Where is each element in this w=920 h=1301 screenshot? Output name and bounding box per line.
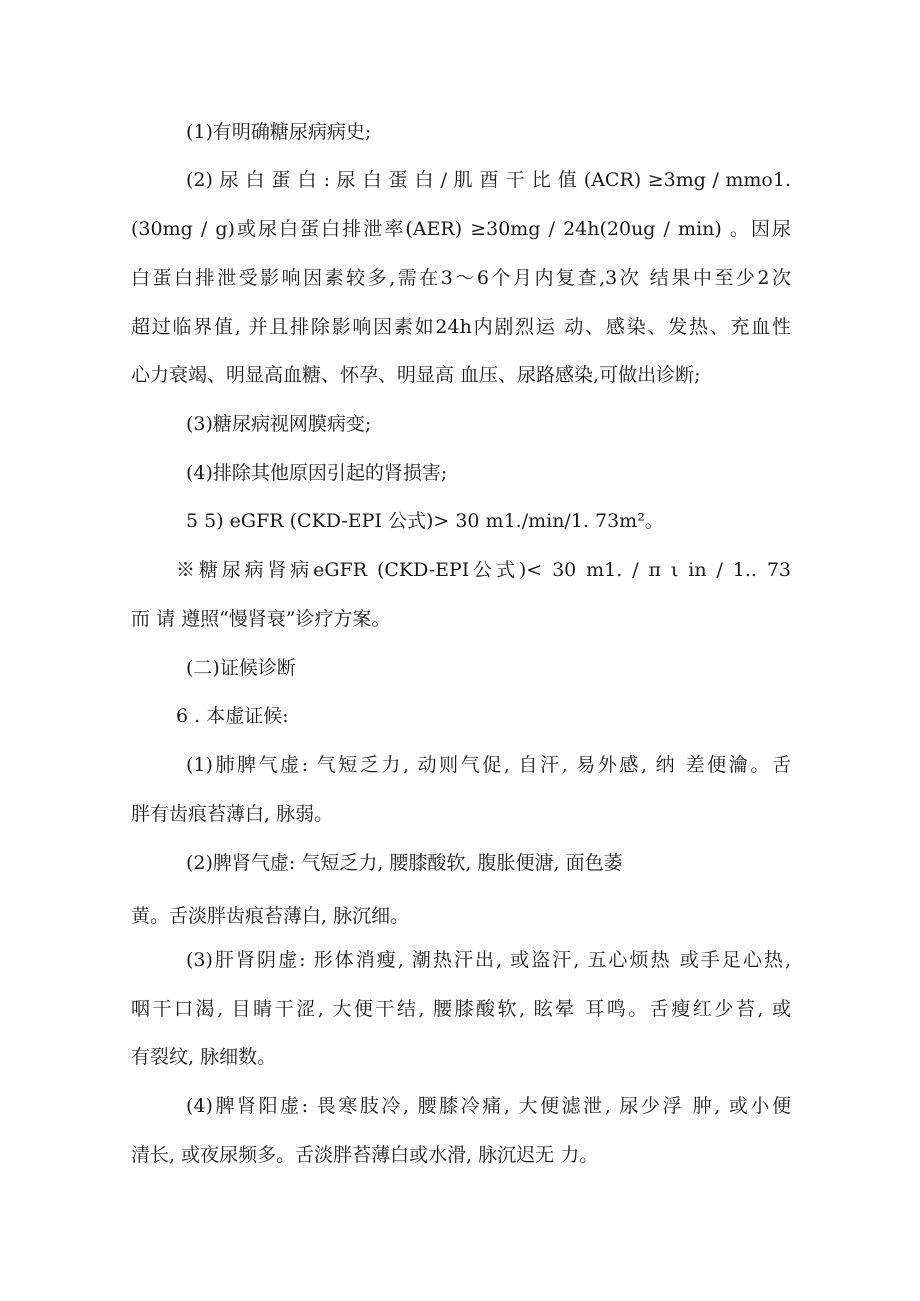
- text-line: 黄。舌淡胖齿痕苔薄白, 脉沉细。: [131, 905, 410, 927]
- text-line: ※糖尿病肾病eGFR (CKD-EPI公式)< 30 m1. / π ι in / 1.. 73: [176, 559, 791, 581]
- text-line: 白蛋白排泄受影响因素较多,需在3〜6个月内复查,3次 结果中至少2次: [131, 267, 791, 289]
- text-line: 超过临界值, 并且排除影响因素如24h内剧烈运 动、感染、发热、充血性: [131, 316, 791, 338]
- text-line: (2)脾肾气虚: 气短乏力, 腰膝酸软, 腹胀便溏, 面色萎: [186, 852, 623, 874]
- text-line: (2) 尿 白 蛋 白 : 尿 白 蛋 白 / 肌 酉 干 比 值 (ACR) ≥3mg / mmo1.: [186, 169, 791, 191]
- text-line: (1)有明确糖尿病病史;: [186, 121, 372, 143]
- text-line: (1)肺脾气虚: 气短乏力, 动则气促, 自汗, 易外感, 纳 差便瀹。舌: [186, 754, 791, 776]
- text-line: 清长, 或夜尿频多。舌淡胖苔薄白或水滑, 脉沉迟无 力。: [131, 1144, 599, 1166]
- text-line: 胖有齿痕苔薄白, 脉弱。: [131, 803, 334, 825]
- text-line: (4)脾肾阳虚: 畏寒肢冷, 腰膝冷痛, 大便滤泄, 尿少浮 肿, 或小便: [186, 1095, 791, 1117]
- text-line: 5 5) eGFR (CKD-EPI 公式)> 30 m1./min/1. 73m²。: [186, 510, 664, 532]
- text-line: (30mg / g)或尿白蛋白排泄率(AER) ≥30mg / 24h(20ug / min) 。因尿: [131, 218, 791, 240]
- text-line: (4)排除其他原因引起的肾损害;: [186, 462, 448, 484]
- text-line: 心力衰竭、明显高血糖、怀孕、明显高 血压、尿路感染,可做出诊断;: [131, 364, 701, 386]
- text-line: 咽干口渴, 目睛干涩, 大便干结, 腰膝酸软, 眩晕 耳鸣。舌瘦红少苔, 或: [131, 998, 791, 1020]
- text-line: (3)糖尿病视网膜病变;: [186, 413, 372, 435]
- text-line: 而 请 遵照“慢肾衰”诊疗方案。: [131, 608, 391, 630]
- section-heading: (二)证候诊断: [186, 657, 296, 679]
- text-line: 有裂纹, 脉细数。: [131, 1046, 277, 1068]
- section-heading: 6 . 本虚证候:: [176, 705, 289, 727]
- text-line: (3)肝肾阴虚: 形体消瘦, 潮热汗出, 或盗汗, 五心烦热 或手足心热,: [186, 949, 791, 971]
